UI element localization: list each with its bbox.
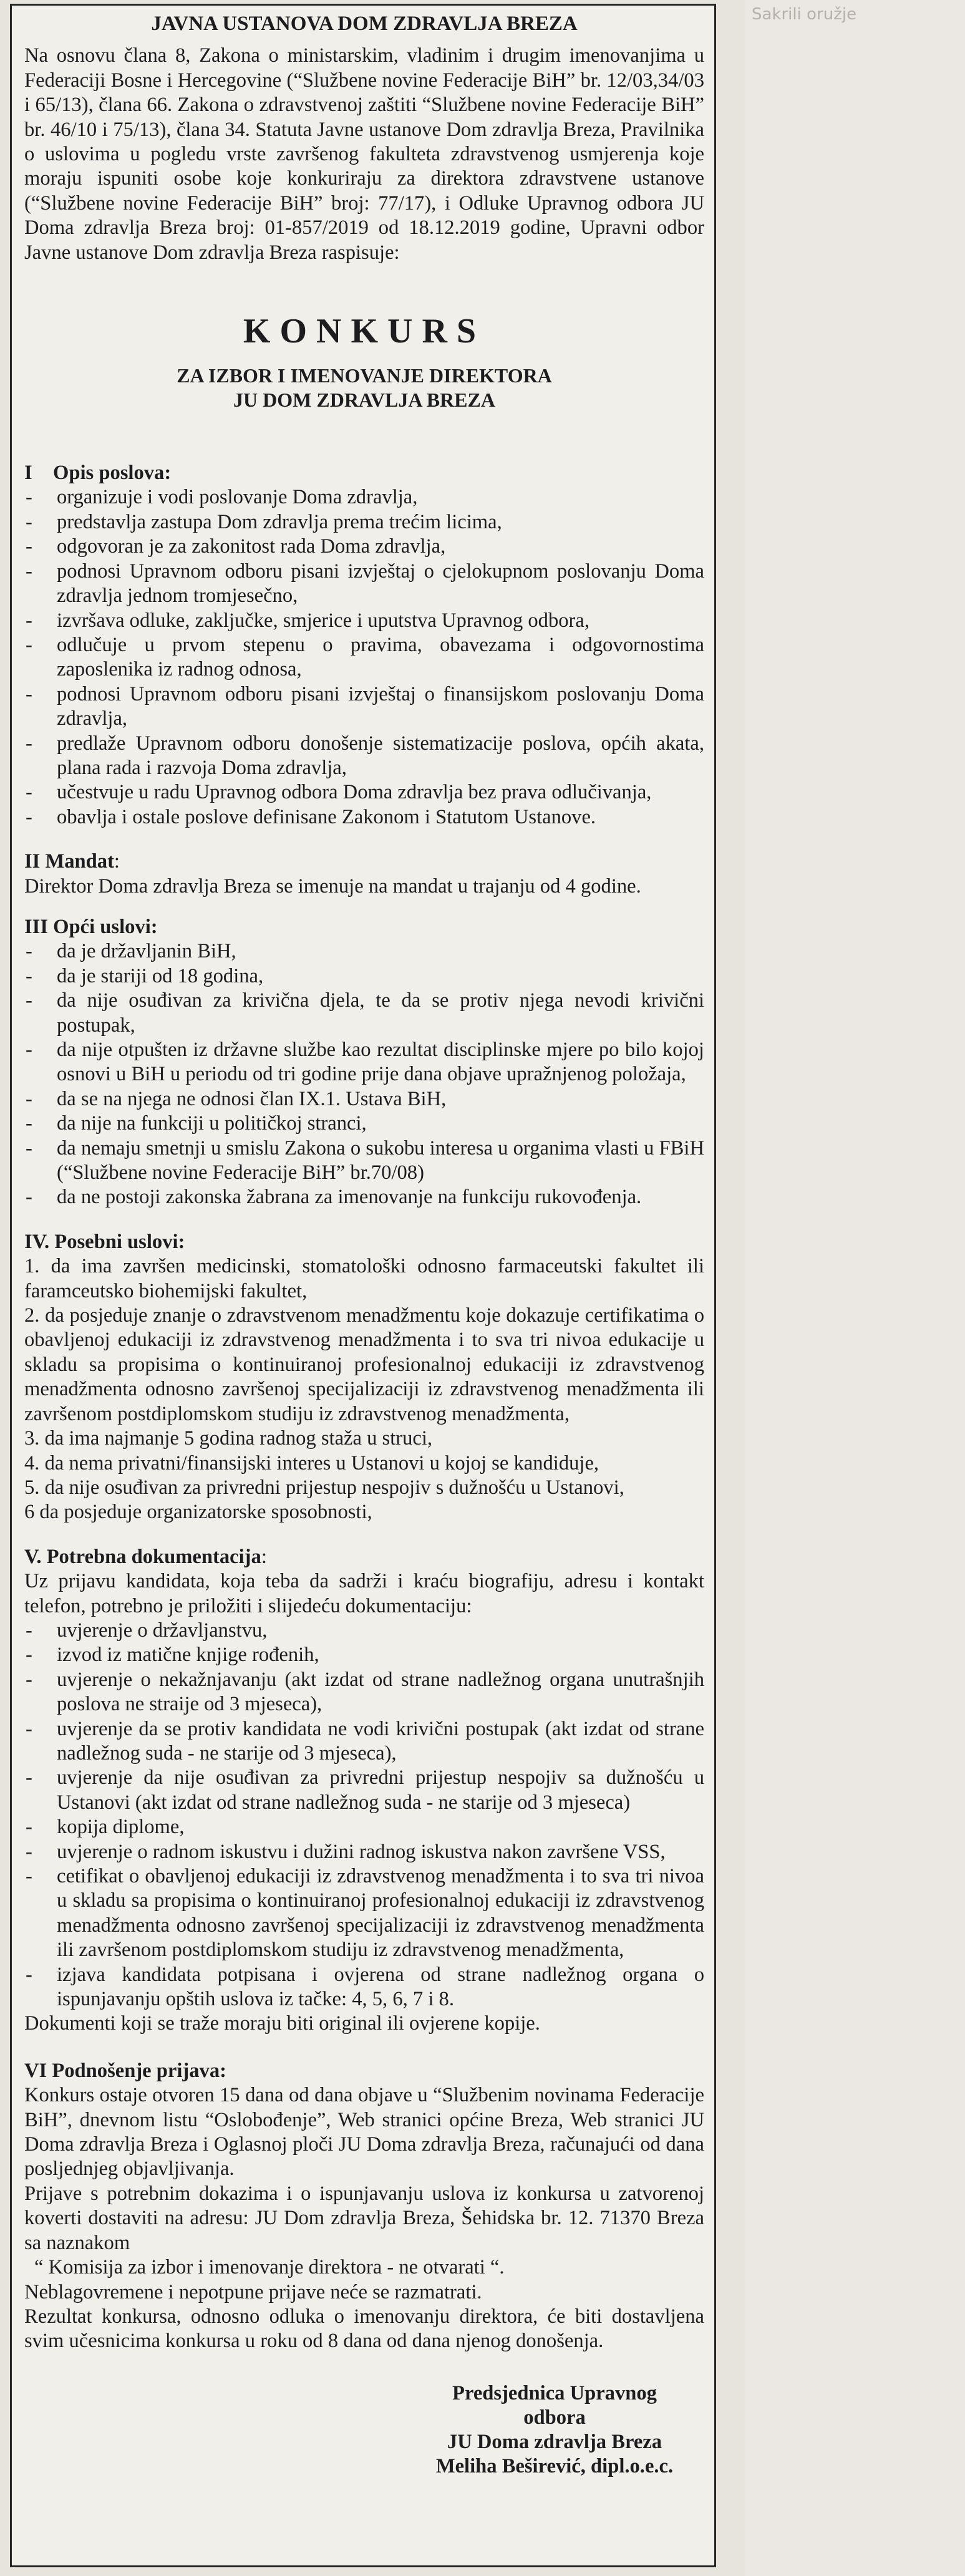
list-item: 4. da nema privatni/finansijski interes u Ustanovi u kojoj se kandiduje, <box>24 1451 599 1474</box>
list-item: - da se na njega ne odnosi član IX.1. Ustava BiH, <box>24 1087 704 1111</box>
list-item: - podnosi Upravnom odboru pisani izvještaj o cjelokupnom poslovanju Doma zdravlja jednom tromjesečno, <box>24 559 704 609</box>
signature-name: Meliha Beširević, dipl.o.e.c. <box>435 2454 674 2477</box>
list-item: - izvod iz matične knjige rođenih, <box>24 1643 704 1667</box>
list-item: - organizuje i vodi poslovanje Doma zdravlja, <box>24 485 704 510</box>
list-item: - odlučuje u prvom stepenu o pravima, obavezama i odgovornostima zaposlenika iz radnog odnosa, <box>24 633 704 682</box>
list-item: - da je stariji od 18 godina, <box>24 964 704 989</box>
submission-paragraph-4: Neblagovremene i nepotpune prijave neće se razmatrati. <box>24 2280 482 2303</box>
signature-organization: JU Doma zdravlja Breza <box>447 2430 662 2453</box>
submission-paragraph-1: Konkurs ostaje otvoren 15 dana od dana objave u “Službenim novinama Federacije BiH”, dnevnom listu “Oslobođenje”, Web stranici općine Breza, Web stranici JU Doma zdravlja Breza i Oglasnoj ploči JU Doma zdravlja Breza, računajući od dana posljednjeg objavljivanja. <box>24 2084 704 2181</box>
list-item: - predlaže Upravnom odboru donošenje sistematizacije poslova, općih akata, plana rada i razvoja Doma zdravlja, <box>24 732 704 781</box>
list-item: 2. da posjeduje znanje o zdravstvenom menadžmentu koje dokazuje certifikatima o obavljenoj edukaciji iz zdravstvenog menadžmenta i to sva tri nivoa edukacije u skladu sa propisima o kontinuiranoj profesionalnoj edukaciji iz zdravstvenog menadžmenta odnosno završenoj specijalizaciji iz zdravstvenog menadžmenta ili završenom postdiplomskom studiju iz zdravstvenog menadžmenta, <box>24 1304 704 1425</box>
list-item: - izvršava odluke, zaključke, smjerice i uputstva Upravnog odbora, <box>24 609 704 633</box>
section-4-heading: IV. Posebni uslovi: <box>24 1230 185 1253</box>
section-1-heading <box>24 461 704 485</box>
documentation-closing: Dokumenti koji se traže moraju biti original ili ovjerene kopije. <box>24 2012 540 2035</box>
documentation-intro: Uz prijavu kandidata, koja teba da sadrži i kraću biografiju, adresu i kontakt telefon, potrebno je priložiti i slijedeću dokumentaciju: <box>24 1570 704 1617</box>
list-item: 3. da ima najmanje 5 godina radnog staža u struci, <box>24 1427 433 1450</box>
list-item: - kopija diplome, <box>24 1815 704 1839</box>
list-item: - predstavlja zastupa Dom zdravlja prema trećim licima, <box>24 510 704 535</box>
list-item: - uvjerenje da se protiv kandidata ne vodi krivični postupak (akt izdat od strane nadležnog suda - ne starije od 3 mjeseca), <box>24 1717 704 1766</box>
job-advertisement <box>10 4 716 2567</box>
list-item: - da nemaju smetnji u smislu Zakona o sukobu interesa u organima vlasti u FBiH (“Službene novine Federacije BiH” br.70/08) <box>24 1136 704 1186</box>
section-5-title: V. Potrebna dokumentacija <box>24 1545 261 1568</box>
signature-title: Predsjednica Upravnog odbora <box>452 2381 657 2429</box>
list-item: - da je državljanin BiH, <box>24 939 704 964</box>
organization-header: JAVNA USTANOVA DOM ZDRAVLJA BREZA <box>151 12 578 35</box>
list-item: - učestvuje u radu Upravnog odbora Doma zdravlja bez prava odlučivanja, <box>24 780 704 805</box>
list-item: - da nije otpušten iz državne službe kao rezultat disciplinske mjere po bilo kojoj osnovi u BiH u periodu od tri godine prije dana objave upražnjenog položaja, <box>24 1038 704 1087</box>
list-item: - uvjerenje o radnom iskustvu i dužini radnog iskustva nakon završene VSS, <box>24 1840 704 1864</box>
list-item: - uvjerenje o državljanstvu, <box>24 1619 704 1643</box>
list-item: - cetifikat o obavljenoj edukaciji iz zdravstvenog menadžmenta i to sva tri nivoa u skladu sa propisima o kontinuiranoj profesionalnoj edukaciji iz zdravstvenog menadžmenta odnosno završenoj specijalizaciji iz zdravstvenog menadžmenta ili završenom postdiplomskom studiju iz zdravstvenog menadžmenta, <box>24 1864 704 1963</box>
subtitle-line-2: JU DOM ZDRAVLJA BREZA <box>233 389 495 412</box>
list-item: - podnosi Upravnom odboru pisani izvještaj o finansijskom poslovanju Doma zdravlja, <box>24 682 704 732</box>
list-item: 6 da posjeduje organizatorske sposobnosti, <box>24 1501 372 1524</box>
section-1-number: I <box>24 462 32 485</box>
list-item: - uvjerenje da nije osuđivan za privredni prijestup nespojiv sa dužnošću u Ustanovi (akt izdat od strane nadležnog suda - ne starije od 3 mjeseca) <box>24 1766 704 1815</box>
list-item: - obavlja i ostale poslove definisane Zakonom i Statutom Ustanove. <box>24 805 704 830</box>
list-item: - da ne postoji zakonska žabrana za imenovanje na funkciju rukovođenja. <box>24 1185 704 1209</box>
submission-envelope-label: “ Komisija za izbor i imenovanje direktora - ne otvarati “. <box>34 2256 505 2279</box>
submission-paragraph-2: Prijave s potrebnim dokazima i o ispunjavanju uslova iz konkursa u zatvorenoj koverti dostaviti na adresu: JU Dom zdravlja Breza, Šehidska br. 12. 71370 Breza sa naznakom <box>24 2182 704 2254</box>
documentation-list <box>24 1619 704 2012</box>
duties-list <box>24 485 704 830</box>
section-6-heading: VI Podnošenje prijava: <box>24 2059 226 2082</box>
section-1-title: Opis poslova: <box>53 462 172 485</box>
mandate-text: Direktor Doma zdravlja Breza se imenuje na mandat u trajanju od 4 godine. <box>24 874 641 898</box>
subtitle-line-1: ZA IZBOR I IMENOVANJE DIREKTORA <box>177 364 552 387</box>
submission-paragraph-5: Rezultat konkursa, odnosno odluka o imenovanju direktora, će biti dostavljena svim učesnicima konkursa u roku od 8 dana od dana njenog donošenja. <box>24 2305 704 2353</box>
list-item: - izjava kandidata potpisana i ovjerena od strane nadležnog organa o ispunjavanju opštih uslova iz tačke: 4, 5, 6, 7 i 8. <box>24 1963 704 2012</box>
special-conditions-list <box>24 1254 704 1524</box>
list-item: 5. da nije osuđivan za privredni prijestup nespojiv s dužnošću u Ustanovi, <box>24 1476 624 1499</box>
bleed-text: Sakrili oružje <box>752 5 857 24</box>
section-3-heading: III Opći uslovi: <box>24 915 158 938</box>
general-conditions-list <box>24 939 704 1209</box>
section-2-heading <box>24 850 704 874</box>
list-item: - da nije na funkciji u političkoj stranci, <box>24 1111 704 1136</box>
section-2-title: II Mandat <box>24 850 114 873</box>
section-5-colon: : <box>261 1545 267 1568</box>
adjacent-page-bleed <box>745 0 965 2576</box>
konkurs-title: KONKURS <box>243 312 486 351</box>
list-item: - da nije osuđivan za krivična djela, te da se protiv njega nevodi krivični postupak, <box>24 989 704 1038</box>
list-item: - uvjerenje o nekažnjavanju (akt izdat od strane nadležnog organa unutrašnjih poslova ne straije od 3 mjeseca), <box>24 1668 704 1717</box>
list-item: - odgovoran je za zakonitost rada Doma zdravlja, <box>24 535 704 559</box>
list-item: 1. da ima završen medicinski, stomatološki odnosno farmaceutski fakultet ili faramceutsko biohemijski fakultet, <box>24 1255 704 1302</box>
signature-block <box>24 2381 704 2479</box>
intro-paragraph: Na osnovu člana 8, Zakona o ministarskim, vladinim i drugim imenovanjima u Federaciji Bosne i Hercegovine (“Službene novine Federacije BiH” br. 12/03,34/03 i 65/13), člana 66. Zakona o zdravstvenoj zaštiti “Službene novine Federacije BiH” br. 46/10 i 75/13), člana 34. Statuta Javne ustanove Dom zdravlja Breza, Pravilnika o uslovima u pogledu vrste završenog fakulteta zdravstvenog usmjerenja koje moraju ispuniti osobe koje konkuriraju za direktora zdravstvene ustanove (“Službene novine Federacije BiH” broj: 77/17), i Odluke Upravnog odbora JU Doma zdravlja Breza broj: 01-857/2019 od 18.12.2019 godine, Upravni odbor Javne ustanove Dom zdravlja Breza raspisuje: <box>24 44 704 264</box>
section-5-heading <box>24 1545 704 1569</box>
section-2-colon: : <box>114 850 120 873</box>
